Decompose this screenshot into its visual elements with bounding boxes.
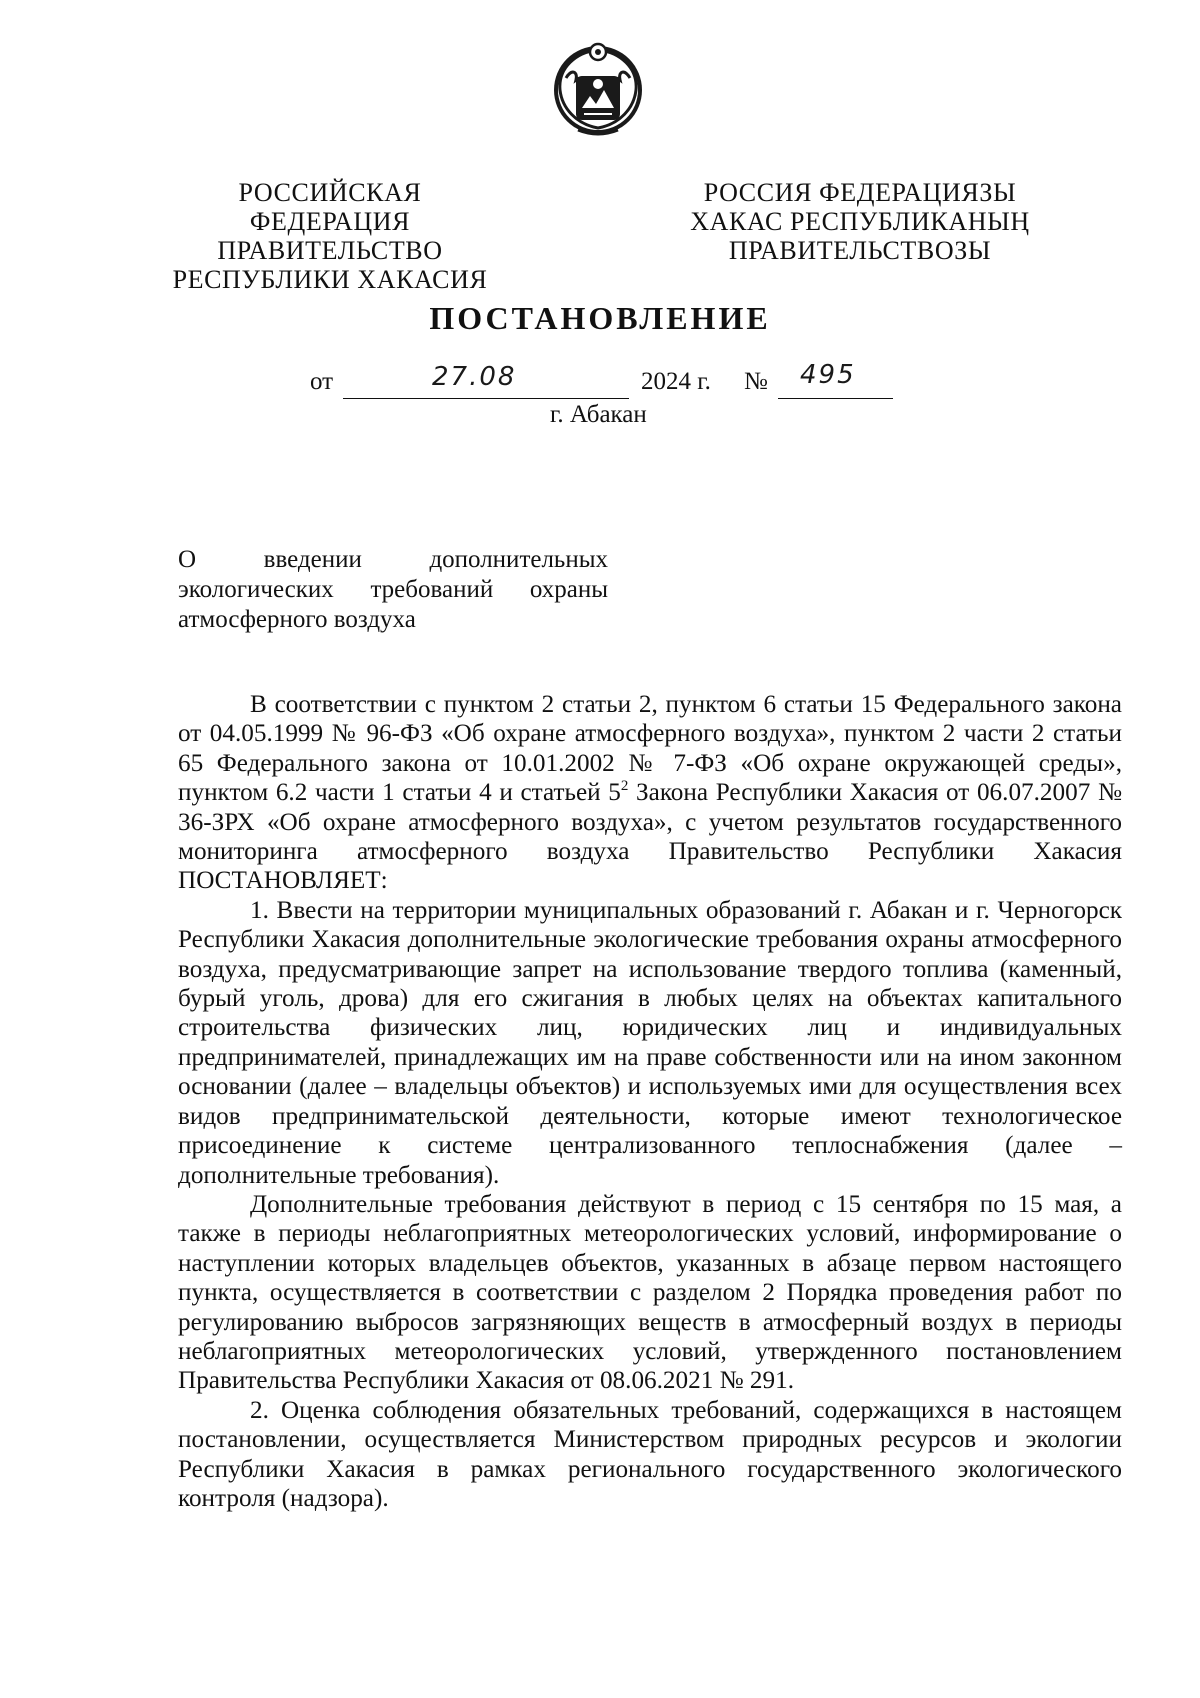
number-handwritten: 495 — [800, 360, 856, 390]
coat-of-arms-emblem — [548, 38, 648, 138]
subject-line-3: атмосферного воздуха — [178, 606, 416, 633]
header-right-line-3: ПРАВИТЕЛЬСТВОЗЫ — [728, 236, 992, 265]
intro-paragraph: В соответствии с пунктом 2 статьи 2, пунктом 6 статьи 15 Федерального закона от 04.05.1999 № 96-ФЗ «Об охране атмосферного воздуха», пунктом 2 части 2 статьи 65 Федерального закона от 10.01.2002 № 7-ФЗ «Об охране окружающей среды», пунктом 6.2 части 1 статьи 4 и статьей $5^2$ Закона Республики Хакасия от 06.07.2007 № 36-ЗРХ «Об охране атмосферного воздуха», с учетом результатов государственного мониторинга атмосферного воздуха Правительство Республики Хакасия ПОСТАНОВЛЯЕТ: — [178, 691, 1122, 895]
subject-line-2: экологических требований охраны — [178, 576, 608, 603]
document-subject — [178, 545, 608, 635]
date-prefix: от — [310, 368, 334, 395]
item-1-continuation-paragraph: Дополнительные требования действуют в период с 15 сентября по 15 мая, а также в периоды неблагоприятных метеорологических условий, информирование о наступлении которых владельцев объектов, указанных в абзаце первом настоящего пункта, осуществляется в соответствии с разделом 2 Порядка проведения работ по регулированию выбросов загрязняющих веществ в атмосферный воздух в периоды неблагоприятных метеорологических условий, утвержденного постановлением Правительства Республики Хакасия от 08.06.2021 № 291. — [178, 1190, 1122, 1395]
header-left-line-1: РОССИЙСКАЯ ФЕДЕРАЦИЯ — [238, 178, 422, 236]
header-right-line-1: РОССИЯ ФЕДЕРАЦИЯЗЫ — [703, 178, 1017, 207]
header-right-line-2: ХАКАС РЕСПУБЛИКАНЫҢ — [690, 207, 1030, 236]
subject-line-1: О введении дополнительных — [178, 546, 609, 573]
number-underline — [778, 398, 893, 399]
header-right — [680, 178, 1040, 265]
city-label: г. Абакан — [550, 401, 647, 428]
header-left-line-2: ПРАВИТЕЛЬСТВО — [217, 236, 443, 265]
item-1-paragraph: 1. Ввести на территории муниципальных образований г. Абакан и г. Черногорск Республики Хакасия дополнительные экологические требования охраны атмосферного воздуха, предусматривающие запрет на использование твердого топлива (каменный, бурый уголь, дрова) для его сжигания в любых целях на объектах капитального строительства физических лиц, юридических лиц и индивидуальных предпринимателей, принадлежащих им на праве собственности или на ином законном основании (далее – владельцы объектов) и используемых ими для осуществления всех видов предпринимательской деятельности, которые имеют технологическое присоединение к системе централизованного теплоснабжения (далее – дополнительные требования). — [178, 896, 1122, 1189]
item-2-paragraph: 2. Оценка соблюдения обязательных требований, содержащихся в настоящем постановлении, осуществляется Министерством природных ресурсов и экологии Республики Хакасия в рамках регионального государственного экологического контроля (надзора). — [178, 1396, 1122, 1512]
number-sign: № — [744, 368, 768, 395]
document-title: ПОСТАНОВЛЕНИЕ — [429, 300, 771, 336]
header-left-line-3: РЕСПУБЛИКИ ХАКАСИЯ — [172, 265, 488, 294]
year-label: 2024 г. — [641, 368, 711, 395]
document-body — [178, 690, 1122, 1513]
date-underline — [343, 398, 629, 399]
date-handwritten: 27.08 — [432, 362, 517, 392]
header-left — [160, 178, 500, 294]
